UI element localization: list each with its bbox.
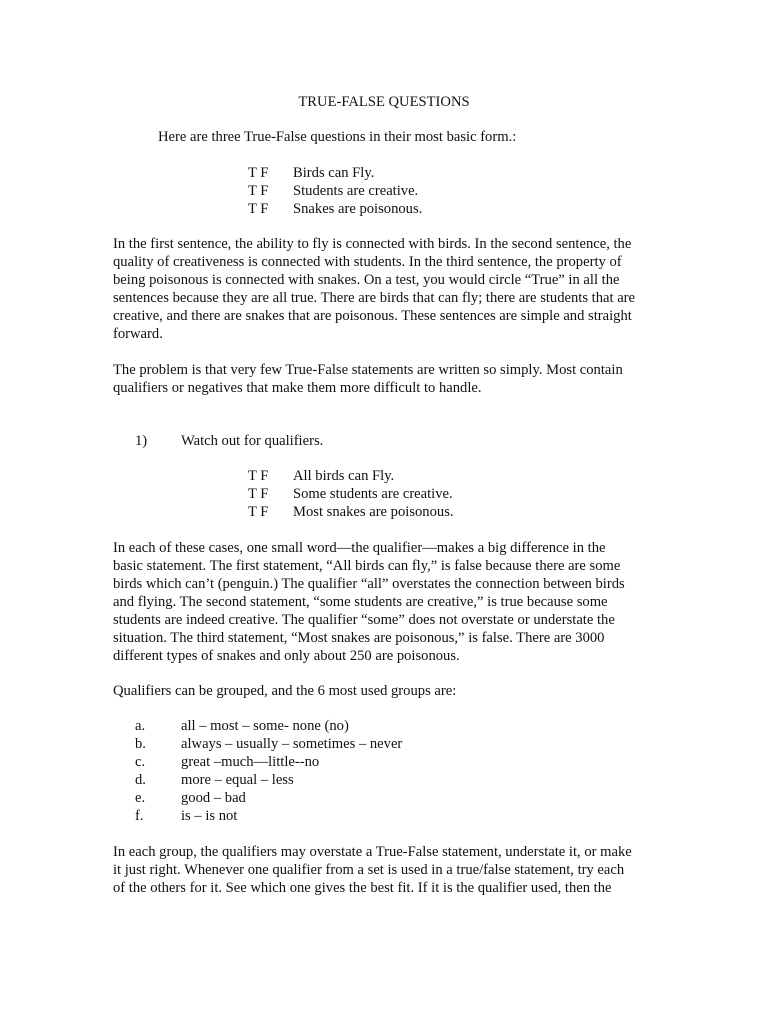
question-text: Some students are creative.	[293, 486, 453, 502]
list-letter: a.	[135, 718, 146, 734]
paragraph-line: birds which can’t (penguin.) The qualifier “all” overstates the connection between birds	[113, 576, 625, 592]
question-text: Most snakes are poisonous.	[293, 504, 454, 520]
list-letter: d.	[135, 772, 146, 788]
list-item-text: always – usually – sometimes – never	[181, 736, 403, 752]
paragraph-line: it just right. Whenever one qualifier from a set is used in a true/false statement, try each	[113, 862, 625, 878]
paragraph-line: creative, and there are snakes that are poisonous. These sentences are simple and straight	[113, 308, 632, 324]
list-item	[248, 503, 454, 521]
tf-mark: T F	[248, 183, 269, 199]
paragraph-line: In the first sentence, the ability to fly is connected with birds. In the second sentence, the	[113, 236, 632, 252]
intro-text: Here are three True-False questions in their most basic form.:	[158, 129, 517, 145]
paragraph-line: students are indeed creative. The qualifier “some” does not overstate or understate the	[113, 612, 615, 628]
list-item	[135, 717, 402, 735]
list-letter: b.	[135, 736, 146, 752]
list-item-text: great –much—little--no	[181, 754, 320, 770]
paragraph-line: and flying. The second statement, “some students are creative,” is true because some	[113, 594, 608, 610]
paragraph-4	[113, 682, 653, 700]
tf-mark: T F	[248, 504, 269, 520]
paragraph-line: Qualifiers can be grouped, and the 6 most used groups are:	[113, 683, 457, 699]
list-item-text: more – equal – less	[181, 772, 294, 788]
list-letter: e.	[135, 790, 146, 806]
tf-mark: T F	[248, 201, 269, 217]
list-letter: f.	[135, 808, 144, 824]
list-item	[248, 467, 454, 485]
paragraph-line: situation. The third statement, “Most snakes are poisonous,” is false. There are 3000	[113, 630, 605, 646]
list-item	[248, 485, 454, 503]
list-item	[135, 789, 402, 807]
paragraph-line: quality of creativeness is connected with students. In the third sentence, the property of	[113, 254, 622, 270]
question-text: Students are creative.	[293, 183, 419, 199]
paragraph-line: of the others for it. See which one gives the best fit. If it is the qualifier used, then the	[113, 880, 612, 896]
paragraph-line: In each of these cases, one small word—the qualifier—makes a big difference in the	[113, 540, 606, 556]
paragraph-line: The problem is that very few True-False statements are written so simply. Most contain	[113, 362, 623, 378]
list-item	[248, 164, 422, 182]
paragraph-line: sentences because they are all true. There are birds that can fly; there are students that are	[113, 290, 636, 306]
list-item	[135, 735, 402, 753]
numbered-item	[135, 432, 323, 450]
item-number: 1)	[135, 433, 148, 449]
tf-mark: T F	[248, 486, 269, 502]
qualifier-groups-list	[135, 717, 402, 825]
list-item-text: all – most – some- none (no)	[181, 718, 349, 734]
list-letter: c.	[135, 754, 146, 770]
list-item	[248, 200, 422, 218]
question-text: Snakes are poisonous.	[293, 201, 423, 217]
page-title: TRUE-FALSE QUESTIONS	[298, 94, 470, 110]
tf-mark: T F	[248, 165, 269, 181]
paragraph-line: qualifiers or negatives that make them more difficult to handle.	[113, 380, 482, 396]
paragraph-line: different types of snakes and only about 250 are poisonous.	[113, 648, 460, 664]
list-item	[135, 771, 402, 789]
paragraph-3	[113, 539, 653, 665]
paragraph-1	[113, 235, 653, 343]
paragraph-2	[113, 361, 653, 397]
list-item	[135, 753, 402, 771]
list-item	[135, 807, 402, 825]
qualifier-questions-list	[248, 467, 454, 521]
list-item-text: good – bad	[181, 790, 246, 806]
list-item-text: is – is not	[181, 808, 238, 824]
paragraph-line: being poisonous is connected with snakes. On a test, you would circle “True” in all the	[113, 272, 620, 288]
item-text: Watch out for qualifiers.	[181, 433, 324, 449]
paragraph-line: basic statement. The first statement, “All birds can fly,” is false because there are some	[113, 558, 621, 574]
list-item	[248, 182, 422, 200]
basic-questions-list	[248, 164, 422, 218]
tf-mark: T F	[248, 468, 269, 484]
paragraph-line: forward.	[113, 326, 163, 342]
paragraph-5	[113, 843, 653, 897]
question-text: All birds can Fly.	[293, 468, 395, 484]
question-text: Birds can Fly.	[293, 165, 375, 181]
paragraph-line: In each group, the qualifiers may overstate a True-False statement, understate it, or make	[113, 844, 632, 860]
